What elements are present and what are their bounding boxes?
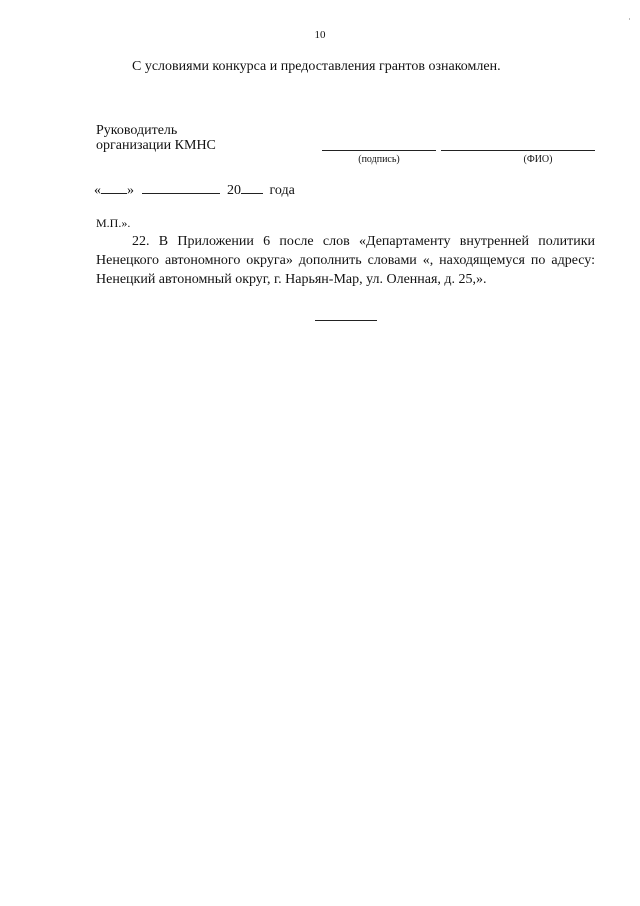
date-open-quote: « bbox=[94, 183, 101, 198]
name-caption: (ФИО) bbox=[523, 154, 553, 165]
name-line bbox=[441, 150, 595, 151]
month-blank bbox=[142, 181, 220, 194]
scan-speck bbox=[629, 18, 630, 20]
acknowledgement-text: С условиями конкурса и предоставления грантов ознакомлен. bbox=[132, 59, 501, 74]
closing-divider bbox=[315, 320, 377, 321]
signature-caption: (подпись) bbox=[358, 154, 400, 165]
year-suffix: года bbox=[269, 183, 295, 198]
day-blank bbox=[101, 181, 127, 194]
signatory-title-line2: организации КМНС bbox=[96, 138, 216, 153]
year-prefix: 20 bbox=[227, 183, 241, 198]
signature-line bbox=[322, 150, 436, 151]
signatory-title-line1: Руководитель bbox=[96, 123, 178, 138]
date-line bbox=[94, 181, 295, 199]
amendment-line-1: 22. В Приложении 6 после слов «Департаменту внутренней политики bbox=[132, 234, 595, 249]
stamp-note: М.П.». bbox=[96, 216, 131, 230]
amendment-paragraph bbox=[96, 232, 595, 289]
date-close-quote: » bbox=[127, 183, 134, 198]
year-blank bbox=[241, 181, 263, 194]
amendment-line-2: Ненецкого автономного округа» дополнить словами «, находящемуся по адресу: bbox=[96, 253, 595, 268]
page-number: 10 bbox=[314, 29, 326, 41]
amendment-line-3: Ненецкий автономный округ, г. Нарьян-Мар, ул. Оленная, д. 25,». bbox=[96, 272, 487, 287]
